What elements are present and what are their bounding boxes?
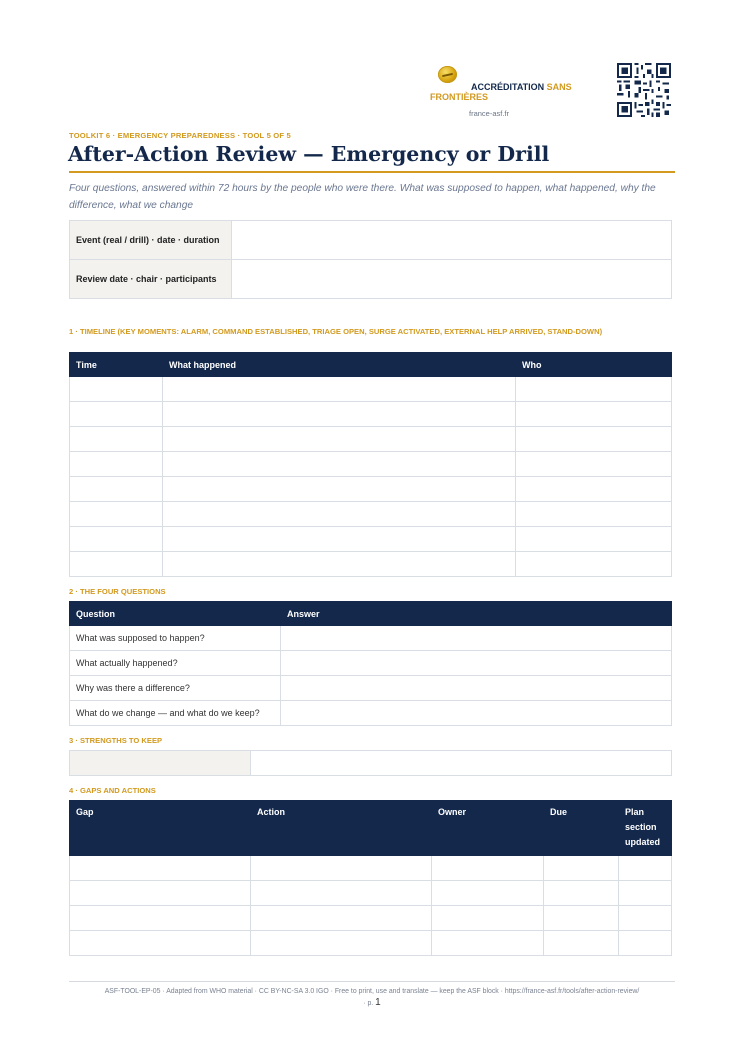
- col-question: Question: [70, 602, 281, 626]
- questions-heading: 2 · THE FOUR QUESTIONS: [69, 587, 166, 596]
- strength-label-cell[interactable]: [70, 751, 251, 776]
- review-field[interactable]: [232, 260, 672, 299]
- event-row: [70, 221, 672, 260]
- table-row: [70, 452, 672, 477]
- who-cell[interactable]: [516, 527, 672, 552]
- review-row: [70, 260, 672, 299]
- title-rule: [69, 171, 675, 173]
- footer: [69, 986, 675, 1009]
- action-cell[interactable]: [251, 881, 432, 906]
- gold-seal-icon: [438, 66, 457, 83]
- page-prefix: · p.: [363, 1000, 374, 1007]
- gaps-heading: 4 · GAPS AND ACTIONS: [69, 786, 156, 795]
- who-cell[interactable]: [516, 477, 672, 502]
- col-gap: Gap: [70, 801, 251, 856]
- time-cell[interactable]: [70, 477, 163, 502]
- table-row: [70, 751, 672, 776]
- table-row: [70, 502, 672, 527]
- footer-line: ASF-TOOL-EP-05 · Adapted from WHO material · CC BY-NC-SA 3.0 IGO · Free to print, use and translate — keep the ASF block · https://france-asf.fr/tools/after-action-review/: [104, 988, 640, 995]
- site-link[interactable]: france-asf.fr: [469, 109, 510, 118]
- time-cell[interactable]: [70, 552, 163, 577]
- event-meta-table: [69, 220, 672, 299]
- col-time: Time: [70, 353, 163, 377]
- due-cell[interactable]: [544, 906, 619, 931]
- gap-cell[interactable]: [70, 906, 251, 931]
- gap-cell[interactable]: [70, 931, 251, 956]
- action-cell[interactable]: [251, 906, 432, 931]
- col-owner: Owner: [432, 801, 544, 856]
- what-cell[interactable]: [163, 527, 516, 552]
- plan-cell[interactable]: [619, 931, 672, 956]
- toolkit-kicker: TOOLKIT 6 · EMERGENCY PREPAREDNESS · TOOL 5 OF 5: [69, 131, 291, 140]
- col-due: Due: [544, 801, 619, 856]
- timeline-heading: 1 · TIMELINE (KEY MOMENTS: ALARM, COMMAND ESTABLISHED, TRIAGE OPEN, SURGE ACTIVATED, EXTERNAL HELP ARRIVED, STAND-DOWN): [69, 327, 603, 336]
- due-cell[interactable]: [544, 931, 619, 956]
- table-row: [70, 906, 672, 931]
- strength-cell[interactable]: [251, 751, 672, 776]
- table-row: [70, 427, 672, 452]
- question-cell: Why was there a difference?: [70, 676, 281, 701]
- strengths-heading: 3 · STRENGTHS TO KEEP: [69, 736, 163, 745]
- table-row: [70, 626, 672, 651]
- brand-name: ACCRÉDITATION SANS FRONTIÈRES: [430, 82, 572, 102]
- plan-cell[interactable]: [619, 906, 672, 931]
- what-cell[interactable]: [163, 402, 516, 427]
- question-cell: What was supposed to happen?: [70, 626, 281, 651]
- page-number: 1: [375, 997, 381, 1008]
- intro-text: Four questions, answered within 72 hours by the people who were there. What was supposed to happen, what happened, why the difference, what we change: [69, 183, 656, 211]
- col-what-happened: What happened: [163, 353, 516, 377]
- page-title: After-Action Review — Emergency or Drill: [68, 142, 550, 166]
- question-cell: What do we change — and what do we keep?: [70, 701, 281, 726]
- gap-cell[interactable]: [70, 856, 251, 881]
- col-plan-section-updated: Plan section updated: [619, 801, 672, 856]
- table-row: [70, 881, 672, 906]
- strengths-table: [69, 750, 672, 776]
- footer-rule: [69, 981, 675, 982]
- questions-table: [69, 601, 672, 726]
- owner-cell[interactable]: [432, 881, 544, 906]
- time-cell[interactable]: [70, 402, 163, 427]
- table-row: [70, 651, 672, 676]
- answer-cell[interactable]: [281, 701, 672, 726]
- action-cell[interactable]: [251, 931, 432, 956]
- col-who: Who: [516, 353, 672, 377]
- who-cell[interactable]: [516, 377, 672, 402]
- time-cell[interactable]: [70, 452, 163, 477]
- due-cell[interactable]: [544, 856, 619, 881]
- owner-cell[interactable]: [432, 906, 544, 931]
- who-cell[interactable]: [516, 552, 672, 577]
- review-label: Review date · chair · participants: [70, 260, 232, 299]
- plan-cell[interactable]: [619, 856, 672, 881]
- col-answer: Answer: [281, 602, 672, 626]
- answer-cell[interactable]: [281, 676, 672, 701]
- time-cell[interactable]: [70, 427, 163, 452]
- due-cell[interactable]: [544, 881, 619, 906]
- what-cell[interactable]: [163, 552, 516, 577]
- table-row: [70, 676, 672, 701]
- question-cell: What actually happened?: [70, 651, 281, 676]
- what-cell[interactable]: [163, 502, 516, 527]
- table-row: [70, 527, 672, 552]
- what-cell[interactable]: [163, 452, 516, 477]
- time-cell[interactable]: [70, 527, 163, 552]
- gap-cell[interactable]: [70, 881, 251, 906]
- action-cell[interactable]: [251, 856, 432, 881]
- time-cell[interactable]: [70, 502, 163, 527]
- what-cell[interactable]: [163, 377, 516, 402]
- answer-cell[interactable]: [281, 651, 672, 676]
- qr-code-icon: [617, 63, 671, 117]
- gaps-table: [69, 800, 672, 956]
- who-cell[interactable]: [516, 427, 672, 452]
- what-cell[interactable]: [163, 477, 516, 502]
- who-cell[interactable]: [516, 502, 672, 527]
- timeline-table: [69, 352, 672, 577]
- who-cell[interactable]: [516, 402, 672, 427]
- col-action: Action: [251, 801, 432, 856]
- table-row: [70, 477, 672, 502]
- table-row: [70, 701, 672, 726]
- owner-cell[interactable]: [432, 931, 544, 956]
- table-row: [70, 377, 672, 402]
- table-row: [70, 931, 672, 956]
- who-cell[interactable]: [516, 452, 672, 477]
- table-row: [70, 552, 672, 577]
- event-label: Event (real / drill) · date · duration: [70, 221, 232, 260]
- event-field[interactable]: [232, 221, 672, 260]
- table-row: [70, 856, 672, 881]
- plan-cell[interactable]: [619, 881, 672, 906]
- owner-cell[interactable]: [432, 856, 544, 881]
- what-cell[interactable]: [163, 427, 516, 452]
- answer-cell[interactable]: [281, 626, 672, 651]
- table-row: [70, 402, 672, 427]
- time-cell[interactable]: [70, 377, 163, 402]
